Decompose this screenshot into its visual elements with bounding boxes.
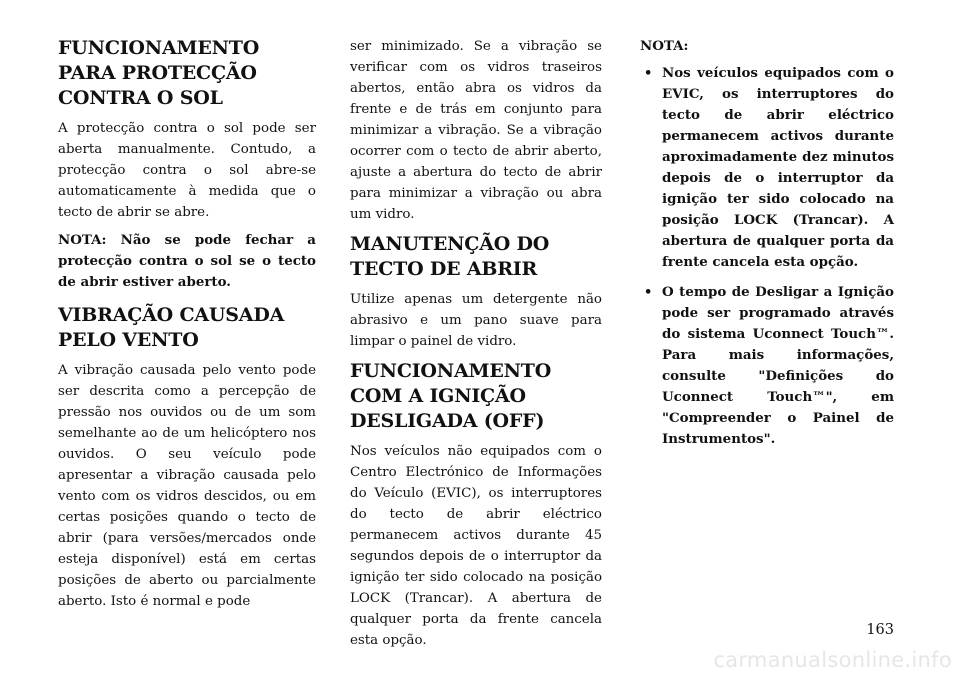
heading-sunroof-maintenance: MANUTENÇÃO DO TECTO DE ABRIR bbox=[350, 233, 550, 280]
heading-ignition-off-operation: FUNCIONAMENTO COM A IGNIÇÃO DESLIGADA (OFF) bbox=[350, 360, 552, 432]
note-bullet-text: Nos veículos equipados com o EVIC, os interruptores do tecto de abrir eléctrico permanecem activos durante aproximadamente dez minutos depois de o interruptor da ignição ter sido colocado na posição LOCK (Trancar). A abertura de qualquer porta da frente cancela esta opção. bbox=[662, 65, 894, 270]
column-middle bbox=[350, 36, 602, 658]
note-bullet-list bbox=[640, 63, 894, 450]
note-sun-shade: NOTA: Não se pode fechar a protecção contra o sol se o tecto de abrir estiver aberto. bbox=[58, 232, 316, 290]
page-number: 163 bbox=[866, 622, 894, 638]
note-label: NOTA: bbox=[640, 38, 689, 54]
heading-sun-shade-operation: FUNCIONAMENTO PARA PROTECÇÃO CONTRA O SOL bbox=[58, 37, 260, 109]
bullet-icon: • bbox=[644, 285, 653, 300]
column-left bbox=[58, 36, 316, 619]
note-bullet-item bbox=[640, 282, 894, 450]
paragraph-ignition-off-operation: Nos veículos não equipados com o Centro Electrónico de Informações do Veículo (EVIC), os interruptores do tecto de abrir eléctrico permanecem activos durante 45 segundos depois de o interruptor da ignição ter sido colocado na posição LOCK (Trancar). A abertura de qualquer porta da frente cancela esta opção. bbox=[350, 444, 602, 648]
paragraph-sun-shade: A protecção contra o sol pode ser aberta manualmente. Contudo, a protecção contra o sol abre-se automaticamente à medida que o tecto de abrir se abre. bbox=[58, 121, 316, 220]
column-right bbox=[640, 36, 894, 459]
watermark: carmanualsonline.info bbox=[713, 648, 952, 672]
heading-wind-buffeting: VIBRAÇÃO CAUSADA PELO VENTO bbox=[58, 304, 285, 351]
note-bullet-item bbox=[640, 63, 894, 273]
note-bullet-text: O tempo de Desligar a Ignição pode ser programado através do sistema Uconnect Touch™. Para mais informações, consulte "Definições do Uconnect Touch™", em "Compreender o Painel de Instrumentos". bbox=[662, 284, 894, 447]
paragraph-sunroof-maintenance: Utilize apenas um detergente não abrasivo e um pano suave para limpar o painel de vidro. bbox=[350, 292, 602, 349]
paragraph-wind-buffeting: A vibração causada pelo vento pode ser descrita como a percepção de pressão nos ouvidos ou de um som semelhante ao de um helicóptero nos ouvidos. O seu veículo pode apresentar a vibração causada pelo vento com os vidros descidos, ou em certas posições quando o tecto de abrir (para versões/mercados onde esteja disponível) está em certas posições de aberto ou parcialmente aberto. Isto é normal e pode bbox=[58, 363, 316, 609]
paragraph-wind-buffeting-continued: ser minimizado. Se a vibração se verificar com os vidros traseiros abertos, então abra os vidros da frente e de trás em conjunto para minimizar a vibração. Se a vibração ocorrer com o tecto de abrir aberto, ajuste a abertura do tecto de abrir para minimizar a vibração ou abra um vidro. bbox=[350, 39, 602, 222]
bullet-icon: • bbox=[644, 66, 653, 81]
